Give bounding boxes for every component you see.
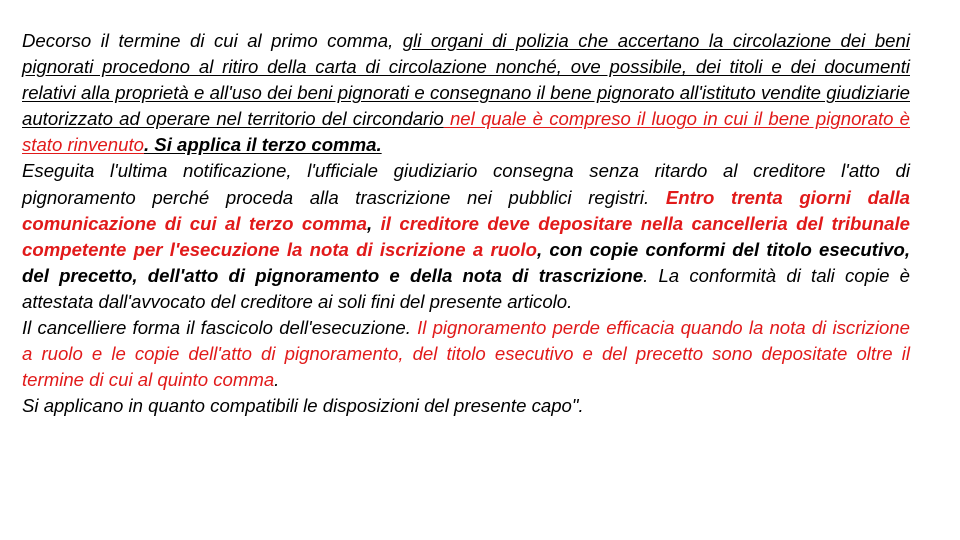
underlined-run: gli organi di polizia che accertano la circolazione dei beni pignorati procedono al ritiro della carta di circolazione nonché, ove possibile, dei titoli e dei documenti relativi alla proprietà e all'uso dei beni pignorati e consegnano il bene pignorato all'istituto vendite giudiziarie autorizzato ad operare nel territorio del circondario	[22, 30, 910, 130]
text-run: Decorso il termine di cui al primo comma,	[22, 30, 403, 51]
text-run: .	[274, 369, 280, 391]
paragraph-4	[22, 393, 910, 419]
paragraph-1	[22, 28, 910, 158]
bold-run: ,	[367, 212, 381, 234]
text-run: Il cancelliere forma il fascicolo dell'esecuzione.	[22, 317, 418, 339]
text-run: Si applicano in quanto compatibili le disposizioni del presente capo".	[22, 395, 584, 417]
bold-underlined-run: . Si applica il terzo comma.	[143, 134, 382, 156]
highlight-run: Il pignoramento perde efficacia quando la nota di iscrizione a ruolo e le copie dell'atto di pignoramento, del titolo esecutivo e del precetto sono depositate oltre il termine di cui al quinto comma	[22, 317, 910, 391]
highlight-underlined-run: nel quale è compreso il luogo in cui il bene pignorato è stato rinvenuto	[22, 108, 911, 156]
paragraph-3	[22, 315, 910, 393]
text-run: . La conformità di tali copie è attestata dall'avvocato del creditore ai soli fini del presente articolo.	[22, 264, 910, 312]
paragraph-2	[22, 158, 910, 315]
bold-run: , con copie conformi del titolo esecutivo, del precetto, dell'atto di pignoramento e della nota di trascrizione	[22, 238, 910, 286]
highlight-bold-run: il creditore deve depositare nella cancelleria del tribunale competente per l'esecuzione la nota di iscrizione a ruolo	[22, 212, 910, 260]
highlight-bold-run: Entro trenta giorni dalla comunicazione di cui al terzo comma	[22, 186, 910, 234]
document-body	[22, 28, 910, 419]
text-run: Eseguita l'ultima notificazione, l'ufficiale giudiziario consegna senza ritardo al creditore l'atto di pignoramento perché proceda alla trascrizione nei pubblici registri.	[22, 160, 910, 208]
